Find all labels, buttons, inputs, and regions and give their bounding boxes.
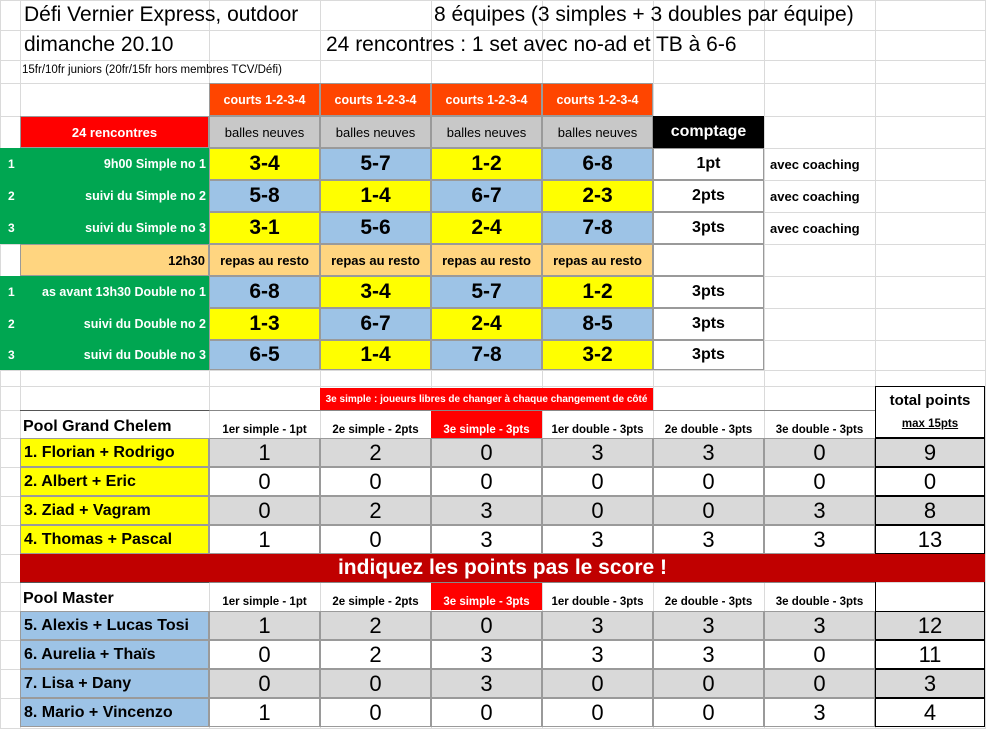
lunch-label: repas au resto — [542, 244, 653, 276]
team-points-cell[interactable]: 3 — [542, 438, 653, 467]
lunch-label: repas au resto — [209, 244, 320, 276]
total-points-label: total points — [889, 391, 971, 409]
match-pairing[interactable]: 6-8 — [542, 148, 653, 180]
match-type-header: 2e simple - 2pts — [320, 410, 431, 438]
pool-name: Pool Grand Chelem — [20, 410, 209, 438]
team-points-cell[interactable]: 0 — [764, 438, 875, 467]
team-points-cell[interactable]: 3 — [542, 611, 653, 640]
team-points-cell[interactable]: 3 — [653, 611, 764, 640]
match-type-header: 2e double - 3pts — [653, 410, 764, 438]
match-type-header: 3e simple - 3pts — [431, 582, 542, 610]
team-points-cell[interactable]: 0 — [320, 669, 431, 698]
match-pairing[interactable]: 2-3 — [542, 180, 653, 212]
team-points-cell[interactable]: 0 — [320, 467, 431, 496]
team-name: 7. Lisa + Dany — [20, 669, 209, 698]
court-header: courts 1-2-3-4 — [320, 83, 431, 116]
team-points-cell[interactable]: 3 — [764, 698, 875, 727]
match-pairing[interactable]: 3-4 — [209, 148, 320, 180]
team-total: 11 — [875, 640, 985, 669]
team-points-cell[interactable]: 3 — [764, 496, 875, 525]
sheet-title: Défi Vernier Express, outdoor — [24, 3, 299, 26]
match-type-header: 1er simple - 1pt — [209, 410, 320, 438]
team-points-cell[interactable]: 1 — [209, 525, 320, 554]
match-type-header: 1er double - 3pts — [542, 582, 653, 610]
comptage-label: comptage — [653, 116, 764, 148]
match-slot-label: 9h00 Simple no 1 — [20, 148, 209, 180]
match-points: 3pts — [653, 340, 764, 370]
match-slot-label: suivi du Simple no 2 — [20, 180, 209, 212]
event-date: dimanche 20.10 — [24, 33, 174, 56]
match-number: 3 — [0, 340, 20, 370]
team-points-cell[interactable]: 0 — [764, 640, 875, 669]
match-pairing[interactable]: 5-8 — [209, 180, 320, 212]
match-type-header: 3e simple - 3pts — [431, 410, 542, 438]
team-total: 3 — [875, 669, 985, 698]
team-total: 8 — [875, 496, 985, 525]
match-type-header: 1er double - 3pts — [542, 410, 653, 438]
team-points-cell[interactable]: 3 — [764, 525, 875, 554]
team-points-cell[interactable]: 3 — [431, 496, 542, 525]
team-points-cell[interactable]: 0 — [209, 467, 320, 496]
rencontres-label: 24 rencontres — [20, 116, 209, 148]
team-points-cell[interactable]: 3 — [431, 525, 542, 554]
team-points-cell[interactable]: 2 — [320, 496, 431, 525]
match-pairing[interactable]: 7-8 — [431, 340, 542, 370]
team-points-cell[interactable]: 3 — [542, 525, 653, 554]
team-name: 3. Ziad + Vagram — [20, 496, 209, 525]
instruction-banner: indiquez les points pas le score ! — [20, 554, 985, 582]
match-points: 3pts — [653, 308, 764, 340]
team-total: 12 — [875, 611, 985, 640]
team-points-cell[interactable]: 0 — [431, 438, 542, 467]
match-pairing[interactable]: 3-1 — [209, 212, 320, 244]
match-pairing[interactable]: 7-8 — [542, 212, 653, 244]
match-slot-label: as avant 13h30 Double no 1 — [20, 276, 209, 308]
match-pairing[interactable]: 1-2 — [542, 276, 653, 308]
team-points-cell[interactable]: 3 — [431, 640, 542, 669]
team-points-cell[interactable]: 0 — [542, 669, 653, 698]
team-points-cell[interactable]: 0 — [764, 467, 875, 496]
team-points-cell[interactable]: 0 — [209, 640, 320, 669]
match-pairing[interactable]: 1-3 — [209, 308, 320, 340]
match-pairing[interactable]: 1-4 — [320, 180, 431, 212]
team-points-cell[interactable]: 0 — [431, 698, 542, 727]
match-pairing[interactable]: 8-5 — [542, 308, 653, 340]
match-number: 2 — [0, 308, 20, 340]
coaching-note: avec coaching — [770, 220, 860, 236]
match-pairing[interactable]: 2-4 — [431, 212, 542, 244]
match-type-header: 1er simple - 1pt — [209, 582, 320, 610]
team-points-cell[interactable]: 1 — [209, 611, 320, 640]
team-points-cell[interactable]: 0 — [764, 669, 875, 698]
team-name: 8. Mario + Vincenzo — [20, 698, 209, 727]
max-points-label: max 15pts — [901, 418, 959, 430]
team-points-cell[interactable]: 0 — [542, 698, 653, 727]
match-type-header: 2e simple - 2pts — [320, 582, 431, 610]
team-points-cell[interactable]: 0 — [320, 525, 431, 554]
match-pairing[interactable]: 5-7 — [431, 276, 542, 308]
team-total: 0 — [875, 467, 985, 496]
team-points-cell[interactable]: 1 — [209, 438, 320, 467]
balls-header: balles neuves — [320, 116, 431, 148]
fees-note: 15fr/10fr juniors (20fr/15fr hors membres TCV/Défi) — [22, 63, 282, 76]
team-name: 6. Aurelia + Thaïs — [20, 640, 209, 669]
team-points-cell[interactable]: 3 — [431, 669, 542, 698]
match-points: 2pts — [653, 180, 764, 212]
team-total: 4 — [875, 698, 985, 727]
lunch-empty — [653, 244, 764, 276]
court-header: courts 1-2-3-4 — [431, 83, 542, 116]
team-points-cell[interactable]: 0 — [320, 698, 431, 727]
pool-name: Pool Master — [20, 582, 209, 610]
match-pairing[interactable]: 1-4 — [320, 340, 431, 370]
court-header: courts 1-2-3-4 — [209, 83, 320, 116]
match-points: 1pt — [653, 148, 764, 180]
team-points-cell[interactable]: 1 — [209, 698, 320, 727]
match-points: 3pts — [653, 212, 764, 244]
team-points-cell[interactable]: 0 — [209, 669, 320, 698]
match-pairing[interactable]: 3-4 — [320, 276, 431, 308]
team-name: 5. Alexis + Lucas Tosi — [20, 611, 209, 640]
team-total: 13 — [875, 525, 985, 554]
match-type-header: 3e double - 3pts — [764, 582, 875, 610]
match-points: 3pts — [653, 276, 764, 308]
match-pairing[interactable]: 6-8 — [209, 276, 320, 308]
team-points-cell[interactable]: 0 — [431, 467, 542, 496]
team-points-cell[interactable]: 0 — [542, 467, 653, 496]
match-slot-label: suivi du Double no 3 — [20, 340, 209, 370]
match-pairing[interactable]: 6-7 — [431, 180, 542, 212]
team-points-cell[interactable]: 3 — [542, 640, 653, 669]
match-pairing[interactable]: 6-5 — [209, 340, 320, 370]
team-points-cell[interactable]: 0 — [209, 496, 320, 525]
team-points-cell[interactable]: 3 — [653, 438, 764, 467]
team-name: 4. Thomas + Pascal — [20, 525, 209, 554]
third-simple-note: 3e simple : joueurs libres de changer à chaque changement de côté — [320, 388, 653, 410]
match-slot-label: suivi du Double no 2 — [20, 308, 209, 340]
team-points-cell[interactable]: 0 — [542, 496, 653, 525]
match-slot-label: suivi du Simple no 3 — [20, 212, 209, 244]
match-pairing[interactable]: 2-4 — [431, 308, 542, 340]
match-number: 3 — [0, 212, 20, 244]
team-points-cell[interactable]: 3 — [653, 640, 764, 669]
team-name: 2. Albert + Eric — [20, 467, 209, 496]
match-number: 2 — [0, 180, 20, 212]
team-points-cell[interactable]: 3 — [764, 611, 875, 640]
team-points-cell[interactable]: 0 — [653, 669, 764, 698]
lunch-time: 12h30 — [20, 244, 209, 276]
team-points-cell[interactable]: 0 — [653, 698, 764, 727]
total-blank — [875, 582, 985, 611]
match-pairing[interactable]: 1-2 — [431, 148, 542, 180]
coaching-note: avec coaching — [770, 188, 860, 204]
balls-header: balles neuves — [431, 116, 542, 148]
court-header: courts 1-2-3-4 — [542, 83, 653, 116]
gridline-h — [0, 370, 986, 371]
match-type-header: 2e double - 3pts — [653, 582, 764, 610]
gridline-h — [0, 386, 986, 387]
team-points-cell[interactable]: 0 — [653, 496, 764, 525]
match-type-header: 3e double - 3pts — [764, 410, 875, 438]
coaching-note: avec coaching — [770, 156, 860, 172]
match-number: 1 — [0, 148, 20, 180]
match-pairing[interactable]: 5-7 — [320, 148, 431, 180]
team-points-cell[interactable]: 0 — [653, 467, 764, 496]
match-pairing[interactable]: 3-2 — [542, 340, 653, 370]
team-points-cell[interactable]: 3 — [653, 525, 764, 554]
teams-info: 8 équipes (3 simples + 3 doubles par équipe) — [434, 3, 854, 26]
match-pairing[interactable]: 5-6 — [320, 212, 431, 244]
team-points-cell[interactable]: 2 — [320, 438, 431, 467]
lunch-label: repas au resto — [431, 244, 542, 276]
match-pairing[interactable]: 6-7 — [320, 308, 431, 340]
balls-header: balles neuves — [542, 116, 653, 148]
match-number: 1 — [0, 276, 20, 308]
event-format: 24 rencontres : 1 set avec no-ad et TB à 6-6 — [326, 33, 737, 56]
team-total: 9 — [875, 438, 985, 467]
team-points-cell[interactable]: 2 — [320, 640, 431, 669]
balls-header: balles neuves — [209, 116, 320, 148]
team-name: 1. Florian + Rodrigo — [20, 438, 209, 467]
team-points-cell[interactable]: 0 — [431, 611, 542, 640]
lunch-label: repas au resto — [320, 244, 431, 276]
team-points-cell[interactable]: 2 — [320, 611, 431, 640]
